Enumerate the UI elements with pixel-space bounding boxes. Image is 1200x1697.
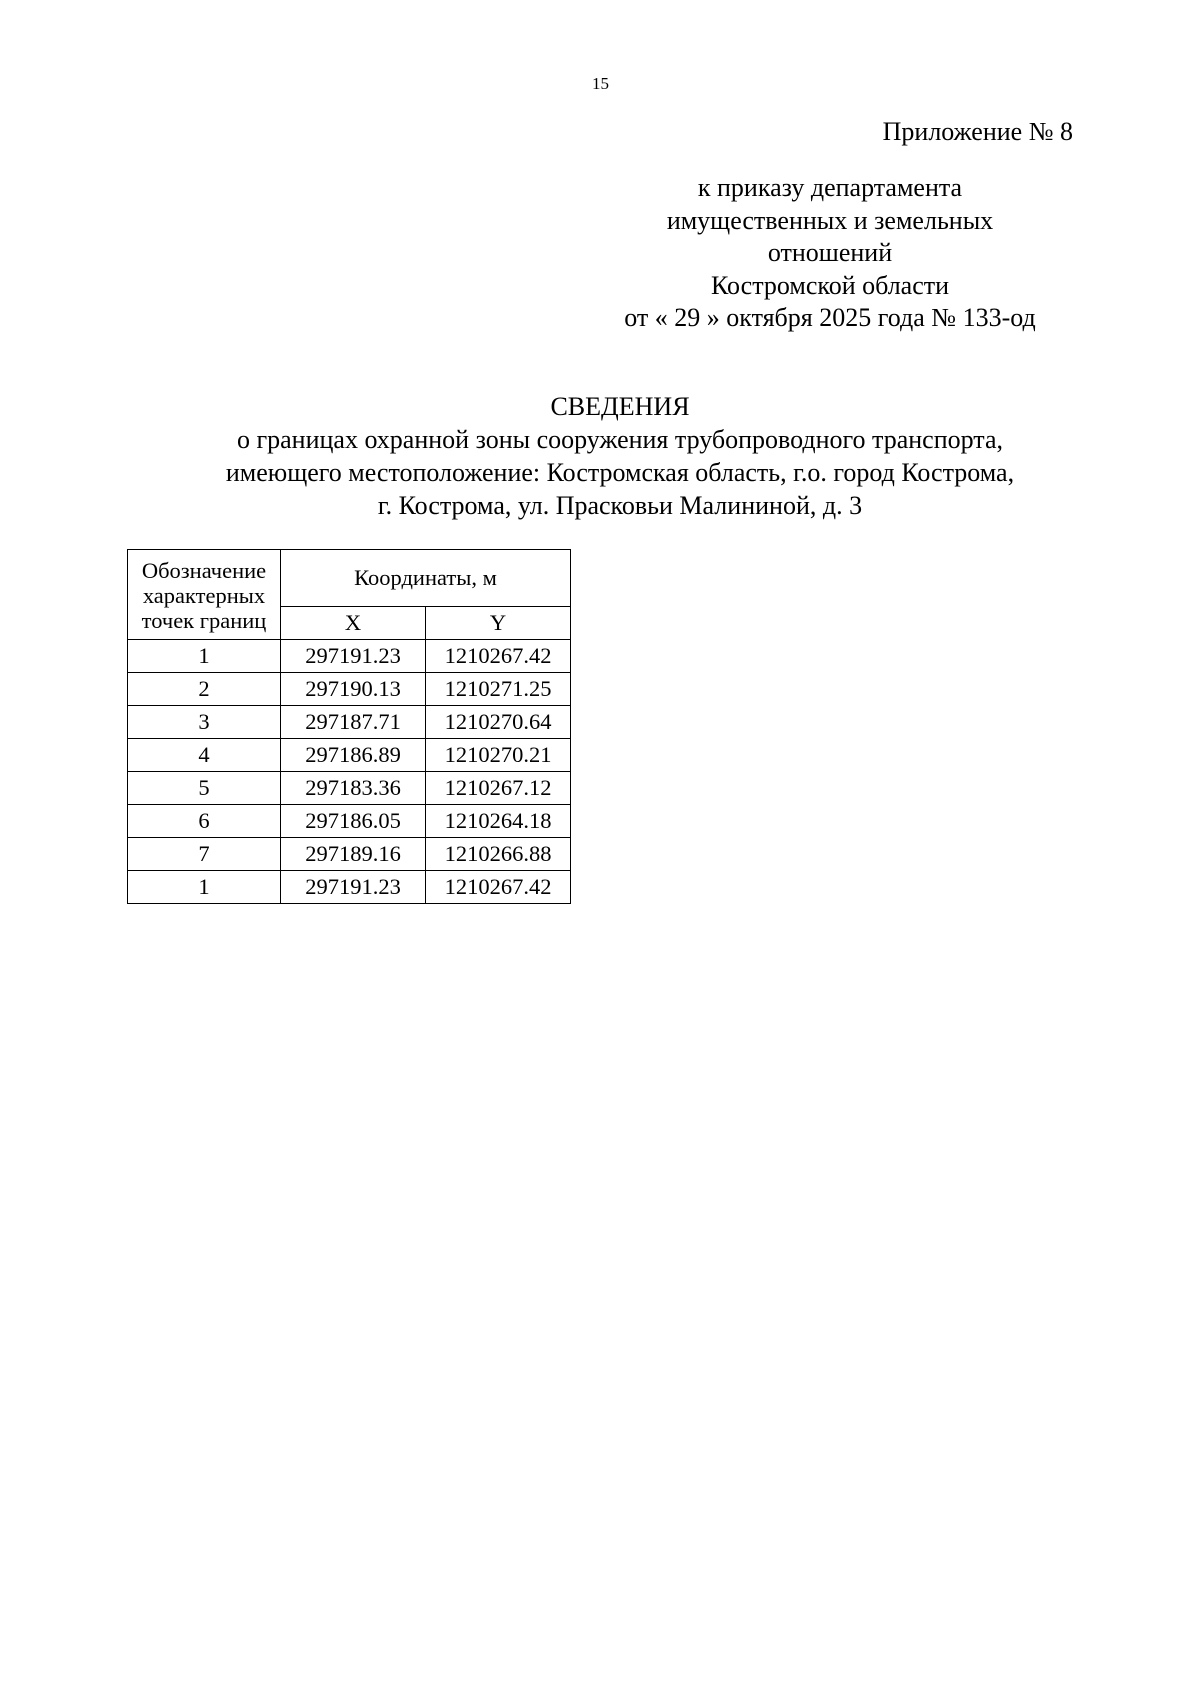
point-cell: 6: [128, 805, 281, 838]
point-cell: 1: [128, 640, 281, 673]
y-cell: 1210270.21: [426, 739, 571, 772]
heading-line: о границах охранной зоны сооружения трубопроводного транспорта,: [236, 425, 1004, 454]
y-cell: 1210267.42: [426, 640, 571, 673]
document-heading: [130, 390, 1110, 522]
point-cell: 5: [128, 772, 281, 805]
table-row: [128, 838, 571, 871]
point-cell: 4: [128, 739, 281, 772]
x-cell: 297191.23: [281, 640, 426, 673]
x-cell: 297191.23: [281, 871, 426, 904]
x-cell: 297183.36: [281, 772, 426, 805]
x-header: X: [281, 607, 426, 640]
heading-line: г. Кострома, ул. Прасковьи Малининой, д. 3: [377, 491, 863, 520]
x-cell: 297186.89: [281, 739, 426, 772]
point-label-header: [128, 550, 281, 640]
y-cell: 1210270.64: [426, 706, 571, 739]
page-number: 15: [592, 74, 609, 93]
table-row: [128, 871, 571, 904]
y-cell: 1210264.18: [426, 805, 571, 838]
header-line: характерных: [142, 582, 266, 608]
y-header: Y: [426, 607, 571, 640]
table-row: [128, 739, 571, 772]
header-line: Обозначение: [141, 557, 267, 583]
y-cell: 1210267.42: [426, 871, 571, 904]
table-row: [128, 706, 571, 739]
point-cell: 2: [128, 673, 281, 706]
coordinates-header: Координаты, м: [281, 550, 571, 607]
table-row: [128, 673, 571, 706]
order-line: Костромской области: [710, 270, 950, 300]
table-row: [128, 805, 571, 838]
heading-line: имеющего местоположение: Костромская область, г.о. город Кострома,: [225, 458, 1015, 487]
x-cell: 297190.13: [281, 673, 426, 706]
point-cell: 7: [128, 838, 281, 871]
x-cell: 297189.16: [281, 838, 426, 871]
order-line: от « 29 » октября 2025 года № 133-од: [624, 303, 1036, 332]
order-reference: [600, 172, 1060, 335]
table-header-row: [128, 550, 571, 607]
order-line: имущественных и земельных: [666, 205, 994, 235]
table-row: [128, 640, 571, 673]
order-line: отношений: [767, 238, 893, 267]
appendix-title: Приложение № 8: [882, 117, 1073, 146]
order-line: к приказу департамента: [697, 173, 963, 202]
header-line: точек границ: [141, 607, 267, 633]
point-cell: 3: [128, 706, 281, 739]
heading-title: СВЕДЕНИЯ: [550, 392, 690, 421]
x-cell: 297186.05: [281, 805, 426, 838]
table-row: [128, 772, 571, 805]
y-cell: 1210267.12: [426, 772, 571, 805]
y-cell: 1210271.25: [426, 673, 571, 706]
point-cell: 1: [128, 871, 281, 904]
x-cell: 297187.71: [281, 706, 426, 739]
y-cell: 1210266.88: [426, 838, 571, 871]
coordinates-table: [127, 549, 571, 904]
